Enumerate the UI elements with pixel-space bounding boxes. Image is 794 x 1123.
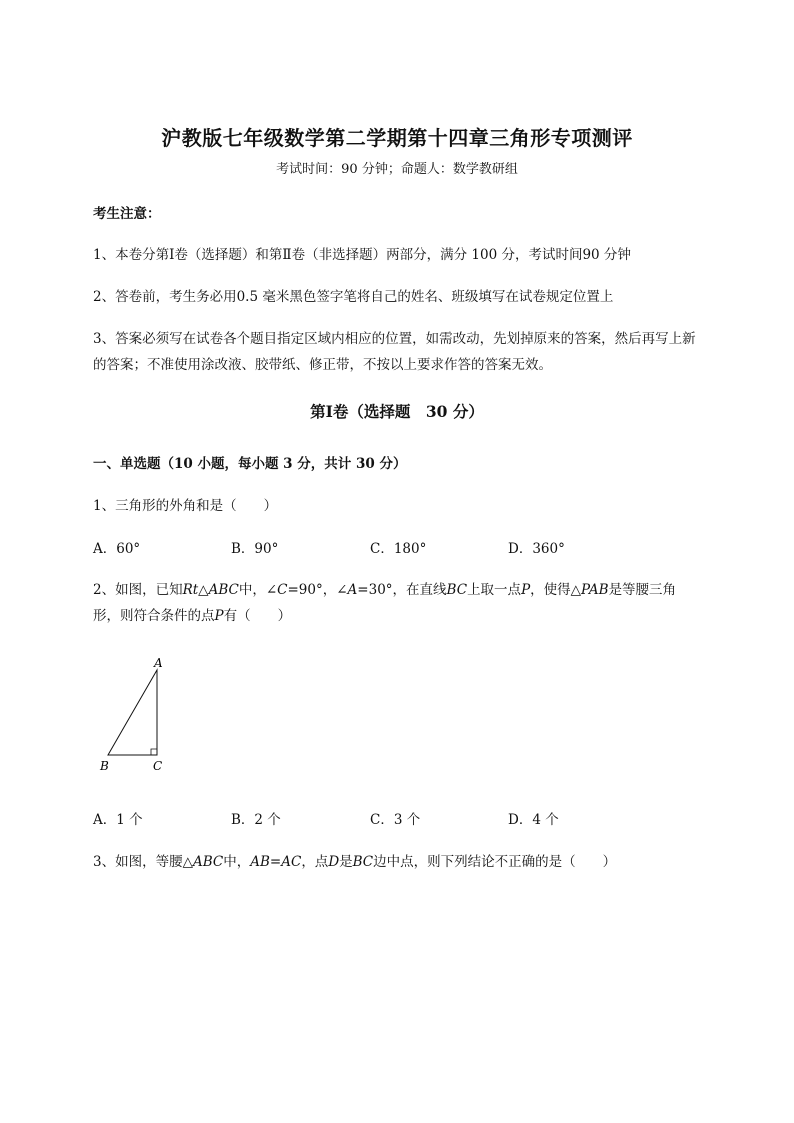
page-title: 沪教版七年级数学第二学期第十四章三角形专项测评 bbox=[161, 126, 633, 150]
question-2-option-a: A．1 个 bbox=[93, 812, 143, 828]
note-item-1: 1、本卷分第Ⅰ卷（选择题）和第Ⅱ卷（非选择题）两部分，满分 100 分，考试时间90 分钟 bbox=[93, 247, 631, 263]
question-2-stem-line2: 形，则符合条件的点P有（ ） bbox=[93, 608, 292, 624]
question-1-option-b: B．90° bbox=[231, 541, 279, 557]
section-title: 第Ⅰ卷（选择题 30 分） bbox=[310, 402, 484, 421]
question-2-option-c: C．3 个 bbox=[370, 812, 421, 828]
vertex-label-a: A bbox=[154, 656, 163, 670]
question-1-option-d: D．360° bbox=[508, 541, 565, 557]
part-heading: 一、单选题（10 小题，每小题 3 分，共计 30 分） bbox=[93, 456, 407, 472]
vertex-label-b: B bbox=[100, 759, 109, 773]
right-triangle-figure bbox=[90, 650, 180, 780]
question-1-stem: 1、三角形的外角和是（ ） bbox=[93, 498, 278, 514]
note-item-2: 2、答卷前，考生务必用0.5 毫米黑色签字笔将自己的姓名、班级填写在试卷规定位置上 bbox=[93, 289, 614, 305]
question-1-option-a: A．60° bbox=[93, 541, 141, 557]
note-item-3-continued: 的答案；不准使用涂改液、胶带纸、修正带，不按以上要求作答的答案无效。 bbox=[93, 357, 552, 373]
notes-heading: 考生注意： bbox=[93, 206, 161, 222]
note-item-3: 3、答案必须写在试卷各个题目指定区域内相应的位置，如需改动，先划掉原来的答案，然后再写上新 bbox=[93, 331, 696, 347]
question-2-option-d: D．4 个 bbox=[508, 812, 559, 828]
triangle-abc bbox=[108, 670, 157, 755]
question-1-option-c: C．180° bbox=[370, 541, 427, 557]
question-3-stem: 3、如图，等腰△ABC中，AB=AC，点D是BC边中点，则下列结论不正确的是（ ） bbox=[93, 854, 617, 870]
vertex-label-c: C bbox=[153, 759, 163, 773]
question-2-option-b: B．2 个 bbox=[231, 812, 281, 828]
exam-info: 考试时间：90 分钟；命题人：数学教研组 bbox=[276, 162, 518, 177]
question-2-stem-line1: 2、如图，已知Rt△ABC中，∠C=90°，∠A=30°，在直线BC上取一点P，使得△PAB是等腰三角 bbox=[93, 582, 677, 598]
right-angle-mark bbox=[151, 749, 157, 755]
